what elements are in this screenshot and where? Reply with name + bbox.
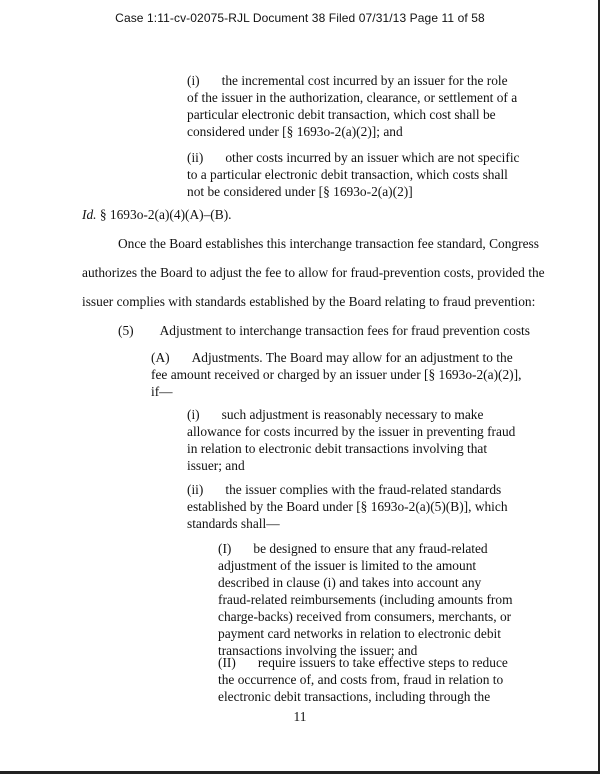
statute-item-5 bbox=[118, 323, 530, 339]
body-line: authorizes the Board to adjust the fee to allow for fraud-prevention costs, provided the bbox=[82, 265, 545, 280]
citation-id: Id. bbox=[82, 207, 97, 222]
clause-text: transactions involving the issuer; and bbox=[218, 643, 418, 658]
clause-text: be designed to ensure that any fraud-related bbox=[253, 541, 488, 556]
clause-text: of the issuer in the authorization, clearance, or settlement of a bbox=[187, 90, 518, 105]
clause-marker: (ii) bbox=[187, 482, 204, 497]
clause-marker: (5) bbox=[118, 323, 134, 338]
clause-text: Adjustments. The Board may allow for an adjustment to the bbox=[191, 350, 513, 365]
citation-section: § 1693o-2(a)(4)(A)–(B). bbox=[99, 207, 232, 222]
clause-text: electronic debit transactions, including through the bbox=[218, 689, 491, 704]
clause-text: not be considered under [§ 1693o-2(a)(2)] bbox=[187, 184, 413, 199]
quote-clause-ii bbox=[187, 149, 527, 200]
clause-text: payment card networks in relation to electronic debit bbox=[218, 626, 501, 641]
statute-subclause-I bbox=[218, 540, 538, 659]
clause-text: Adjustment to interchange transaction fees for fraud prevention costs bbox=[159, 323, 530, 338]
clause-text: particular electronic debit transaction, which cost shall be bbox=[187, 107, 496, 122]
clause-marker: (i) bbox=[187, 73, 200, 88]
body-line: Once the Board establishes this interchange transaction fee standard, Congress bbox=[118, 236, 539, 251]
clause-text: issuer; and bbox=[187, 458, 245, 473]
clause-text: fee amount received or charged by an issuer under [§ 1693o-2(a)(2)], bbox=[151, 367, 522, 382]
statute-subparagraph-a bbox=[151, 349, 521, 400]
clause-text: charge-backs) received from consumers, merchants, or bbox=[218, 609, 512, 624]
clause-text: require issuers to take effective steps to reduce bbox=[257, 655, 508, 670]
clause-text: other costs incurred by an issuer which are not specific bbox=[225, 150, 520, 165]
statute-clause-ii bbox=[187, 481, 527, 532]
citation bbox=[82, 207, 232, 223]
clause-text: fraud-related reimbursements (including amounts from bbox=[218, 592, 513, 607]
clause-text: in relation to electronic debit transactions involving that bbox=[187, 441, 488, 456]
quote-clause-i bbox=[187, 72, 527, 140]
clause-text: adjustment of the issuer is limited to the amount bbox=[218, 558, 477, 573]
statute-subclause-II bbox=[218, 654, 538, 705]
clause-text: the issuer complies with the fraud-related standards bbox=[225, 482, 502, 497]
body-line: issuer complies with standards established by the Board relating to fraud prevention: bbox=[82, 294, 536, 309]
clause-text: established by the Board under [§ 1693o-2(a)(5)(B)], which bbox=[187, 499, 508, 514]
clause-text: standards shall— bbox=[187, 516, 280, 531]
clause-text: the occurrence of, and costs from, fraud in relation to bbox=[218, 672, 504, 687]
clause-marker: (i) bbox=[187, 407, 200, 422]
clause-text: such adjustment is reasonably necessary to make bbox=[221, 407, 484, 422]
clause-marker: (I) bbox=[218, 541, 232, 556]
clause-marker: (II) bbox=[218, 655, 236, 670]
clause-marker: (ii) bbox=[187, 150, 204, 165]
clause-text: considered under [§ 1693o-2(a)(2)]; and bbox=[187, 124, 403, 139]
clause-text: described in clause (i) and takes into account any bbox=[218, 575, 482, 590]
clause-text: the incremental cost incurred by an issuer for the role bbox=[221, 73, 508, 88]
clause-text: if— bbox=[151, 384, 173, 399]
clause-text: to a particular electronic debit transaction, which costs shall bbox=[187, 167, 508, 182]
clause-marker: (A) bbox=[151, 350, 170, 365]
page-number: 11 bbox=[293, 709, 307, 724]
case-header: Case 1:11-cv-02075-RJL Document 38 Filed 07/31/13 Page 11 of 58 bbox=[115, 11, 485, 25]
statute-clause-i bbox=[187, 406, 527, 474]
clause-text: allowance for costs incurred by the issuer in preventing fraud bbox=[187, 424, 516, 439]
